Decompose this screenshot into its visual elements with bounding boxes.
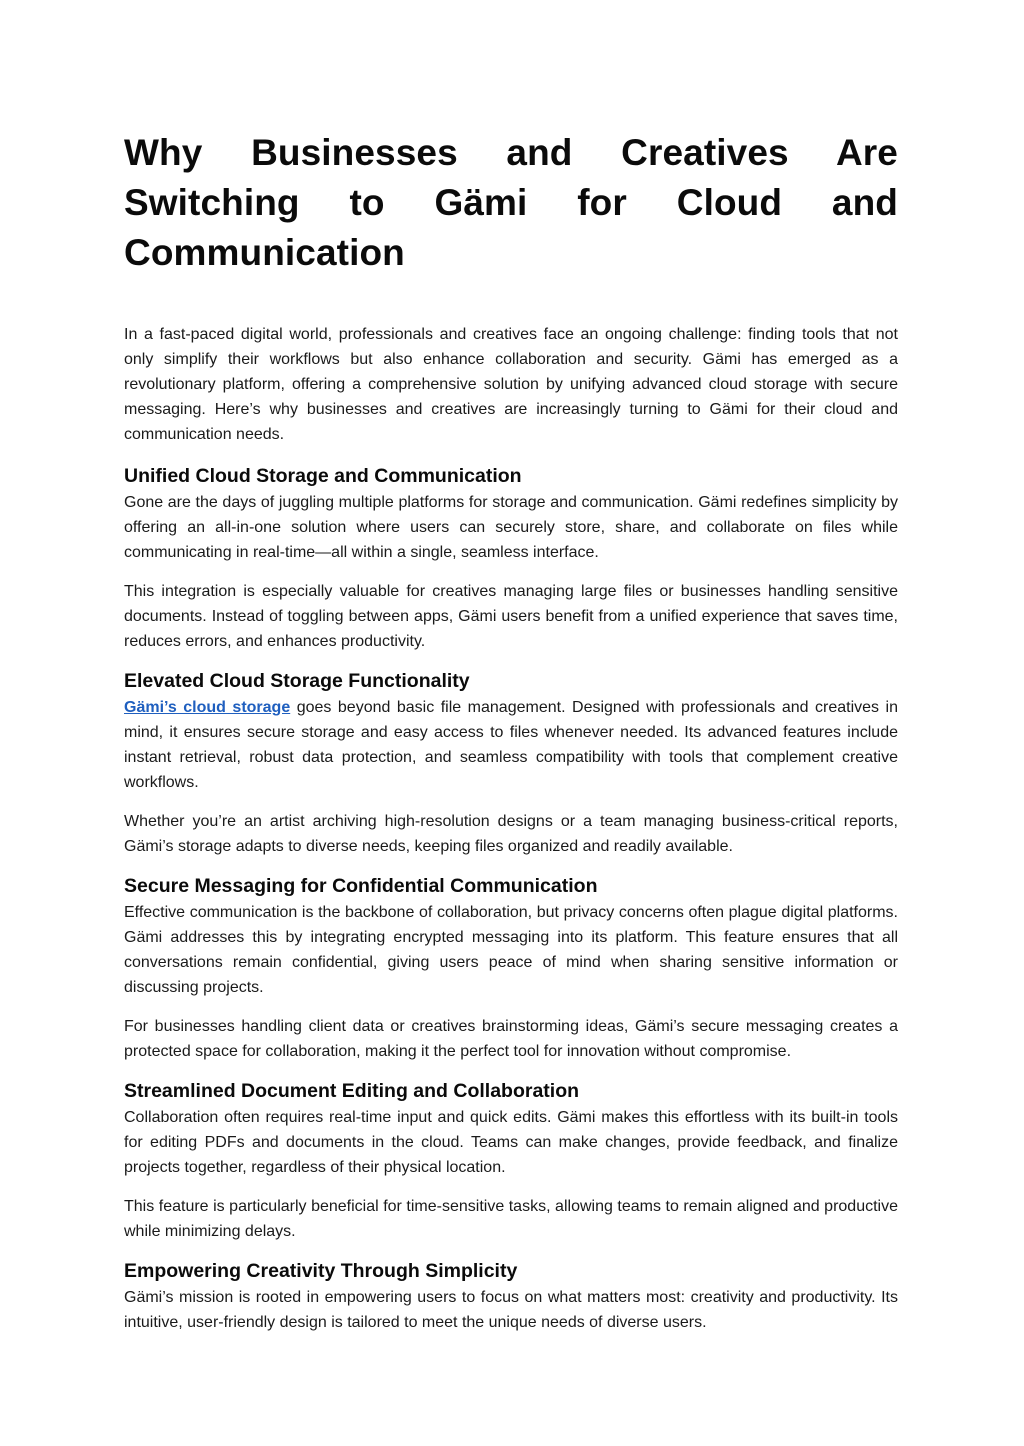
section-paragraph: Effective communication is the backbone of collaboration, but privacy concerns often plague digital platforms. Gämi addresses this by integrating encrypted messaging into its platform. This feature ensures that all conversations remain confidential, giving users peace of mind when sharing sensitive information or discussing projects. bbox=[124, 904, 898, 996]
section-heading: Unified Cloud Storage and Communication bbox=[124, 465, 522, 487]
section-paragraph: This integration is especially valuable for creatives managing large files or businesses handling sensitive documents. Instead of toggling between apps, Gämi users benefit from a unified experience that saves time, reduces errors, and enhances productivity. bbox=[124, 583, 898, 650]
section-paragraph: For businesses handling client data or creatives brainstorming ideas, Gämi’s secure messaging creates a protected space for collaboration, making it the perfect tool for innovation without compromise. bbox=[124, 1018, 898, 1060]
paragraph-text: goes beyond basic file management. Designed with professionals and creatives in mind, it ensures secure storage and easy access to files whenever needed. Its advanced features include instant retrieval, robust data protection, and seamless compatibility with tools that complement creative workflows. bbox=[124, 699, 898, 791]
section-unified-cloud-storage bbox=[124, 463, 898, 654]
section-paragraph bbox=[124, 695, 898, 795]
section-paragraph: Whether you’re an artist archiving high-resolution designs or a team managing business-critical reports, Gämi’s storage adapts to diverse needs, keeping files organized and readily available. bbox=[124, 813, 898, 855]
section-paragraph: Gone are the days of juggling multiple platforms for storage and communication. Gämi redefines simplicity by offering an all-in-one solution where users can securely store, share, and collaborate on files while communicating in real-time—all within a single, seamless interface. bbox=[124, 494, 898, 561]
document-title: Why Businesses and Creatives Are Switching to Gämi for Cloud and Communication bbox=[124, 132, 898, 273]
section-paragraph: This feature is particularly beneficial for time-sensitive tasks, allowing teams to remain aligned and productive while minimizing delays. bbox=[124, 1198, 898, 1240]
document-page bbox=[124, 128, 898, 1349]
section-elevated-cloud-storage bbox=[124, 668, 898, 859]
section-empowering-creativity bbox=[124, 1258, 898, 1335]
cloud-storage-link[interactable]: Gämi’s cloud storage bbox=[124, 699, 291, 716]
section-heading: Elevated Cloud Storage Functionality bbox=[124, 670, 470, 692]
section-heading: Streamlined Document Editing and Collaboration bbox=[124, 1080, 580, 1102]
section-heading: Empowering Creativity Through Simplicity bbox=[124, 1260, 518, 1282]
section-paragraph: Collaboration often requires real-time input and quick edits. Gämi makes this effortless with its built-in tools for editing PDFs and documents in the cloud. Teams can make changes, provide feedback, and finalize projects together, regardless of their physical location. bbox=[124, 1109, 898, 1176]
section-secure-messaging bbox=[124, 873, 898, 1064]
section-heading: Secure Messaging for Confidential Communication bbox=[124, 875, 598, 897]
section-paragraph: Gämi’s mission is rooted in empowering users to focus on what matters most: creativity and productivity. Its intuitive, user-friendly design is tailored to meet the unique needs of diverse users. bbox=[124, 1289, 898, 1331]
intro-paragraph: In a fast-paced digital world, professionals and creatives face an ongoing challenge: finding tools that not only simplify their workflows but also enhance collaboration and security. Gämi has emerged as a revolutionary platform, offering a comprehensive solution by unifying advanced cloud storage with secure messaging. Here’s why businesses and creatives are increasingly turning to Gämi for their cloud and communication needs. bbox=[124, 326, 898, 443]
section-document-editing bbox=[124, 1078, 898, 1244]
